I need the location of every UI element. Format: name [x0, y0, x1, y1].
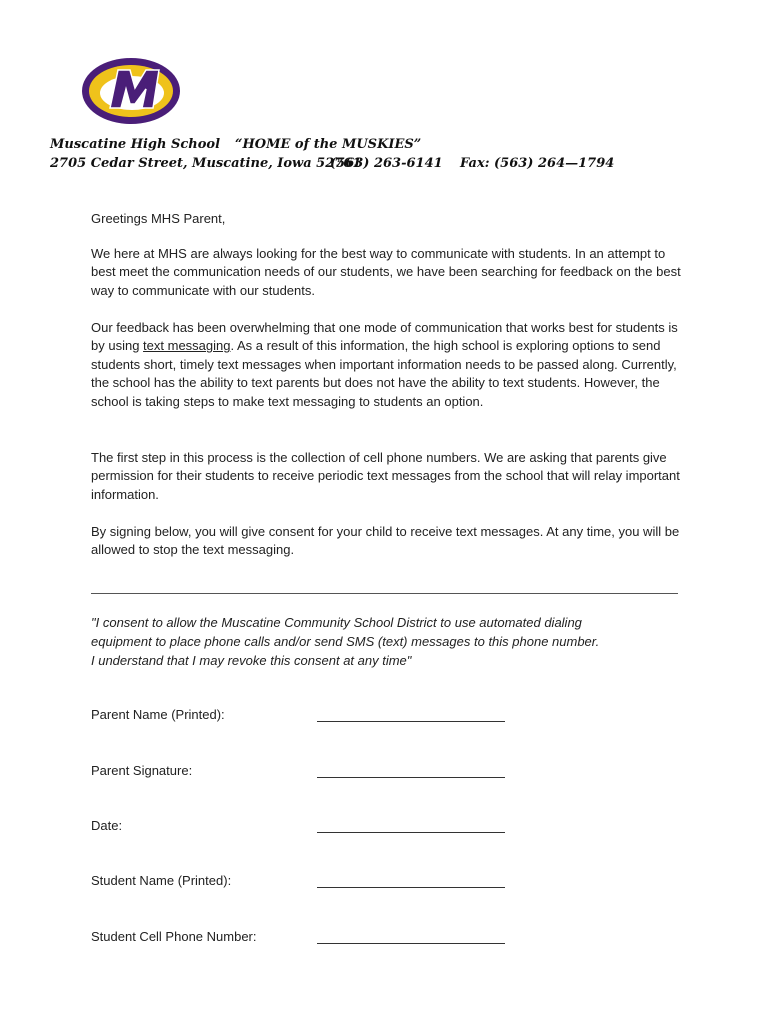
student-name-line[interactable]: [317, 887, 505, 888]
school-logo: [80, 56, 182, 126]
school-fax: Fax: (563) 264—1794: [460, 156, 615, 171]
paragraph-2: [91, 319, 683, 411]
date-line[interactable]: [317, 832, 505, 833]
consent-statement: [91, 613, 681, 670]
school-phone: (563) 263-6141: [330, 156, 443, 171]
student-phone-line[interactable]: [317, 943, 505, 944]
paragraph-4: By signing below, you will give consent for your child to receive text messages. At any time, you will be allowed to stop the text messaging.: [91, 524, 680, 558]
letterhead-line-1: [50, 137, 422, 152]
paragraph-2-end: . As a result of this information, the high school is exploring options to send students short, timely text messages when important information needs to be passed along. Currently, the school has the ability to text parents but does not have the ability to text students. However, the school is taking steps to make text messaging to students an option.: [91, 338, 677, 409]
section-divider: [91, 593, 678, 594]
paragraph-2-start: Our feedback has been overwhelming that one mode of communication that works best for students is by using: [91, 320, 678, 354]
parent-signature-field: [91, 763, 511, 785]
student-name-field: [91, 873, 511, 895]
date-label: Date:: [91, 818, 123, 833]
student-name-label: Student Name (Printed):: [91, 873, 232, 888]
greeting: Greetings MHS Parent,: [91, 211, 226, 226]
letterhead-line-2: [50, 156, 615, 171]
student-phone-field: [91, 929, 511, 951]
date-field: [91, 818, 511, 840]
paragraph-3: The first step in this process is the collection of cell phone numbers. We are asking that parents give permission for their students to receive periodic text messages from the school that will relay important information.: [91, 450, 680, 502]
parent-name-field: [91, 707, 511, 729]
student-phone-label: Student Cell Phone Number:: [91, 929, 257, 944]
consent-line-1: "I consent to allow the Muscatine Community School District to use automated dialing: [91, 615, 582, 630]
school-name: Muscatine High School: [50, 137, 221, 152]
school-address: 2705 Cedar Street, Muscatine, Iowa 52761: [50, 156, 362, 171]
parent-signature-label: Parent Signature:: [91, 763, 193, 778]
parent-name-line[interactable]: [317, 721, 505, 722]
paragraph-1: We here at MHS are always looking for the best way to communicate with students. In an attempt to best meet the communication needs of our students, we have been searching for feedback on the best way to communicate with our students.: [91, 246, 681, 298]
school-motto: “HOME of the MUSKIES”: [235, 137, 422, 152]
consent-line-2: equipment to place phone calls and/or send SMS (text) messages to this phone number.: [91, 634, 600, 649]
consent-line-3: I understand that I may revoke this consent at any time": [91, 653, 412, 668]
parent-name-label: Parent Name (Printed):: [91, 707, 225, 722]
text-messaging-emphasis: text messaging: [143, 338, 231, 354]
parent-signature-line[interactable]: [317, 777, 505, 778]
